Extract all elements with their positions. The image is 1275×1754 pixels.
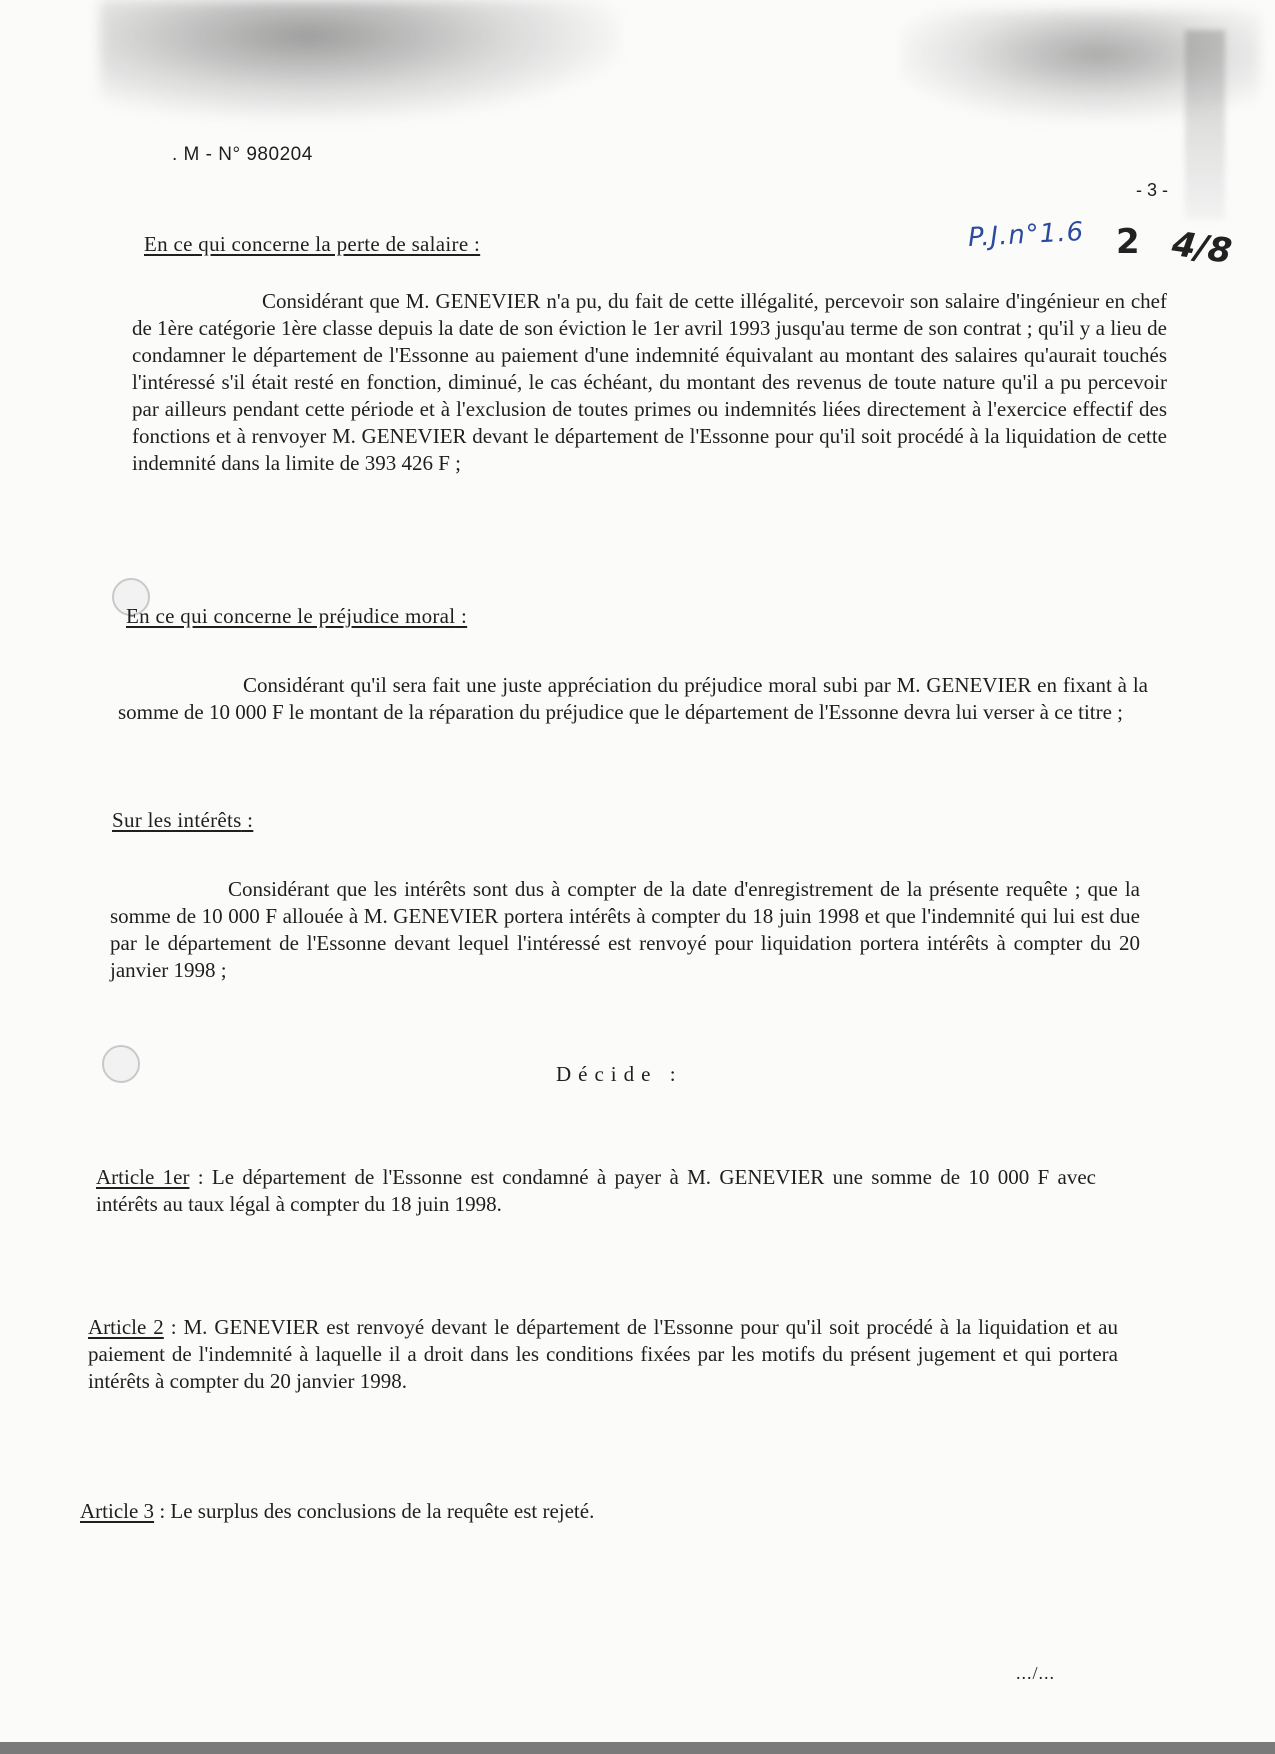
- section-paragraph: Considérant qu'il sera fait une juste appréciation du préjudice moral subi par M. GENEVIER en fixant à la somme de 10 000 F le montant de la réparation du préjudice que le département de l'Essonne devra lui verser à ce titre ;: [118, 673, 1148, 724]
- section-heading-text: En ce qui concerne la perte de salaire: [144, 232, 469, 256]
- decision-title: Décide :: [556, 1062, 683, 1086]
- article-text: : Le département de l'Essonne est condamné à payer à M. GENEVIER une somme de 10 000 F avec intérêts au taux légal à compter du 18 juin 1998.: [96, 1165, 1096, 1216]
- heading-colon: :: [455, 604, 468, 628]
- section-paragraph: Considérant que M. GENEVIER n'a pu, du fait de cette illégalité, percevoir son salaire d'ingénieur en chef de 1ère catégorie 1ère classe depuis la date de son éviction le 1er avril 1993 jusqu'au terme de son contrat ; qu'il y a lieu de condamner le département de l'Essonne au paiement d'une indemnité équivalant au montant des salaires qu'aurait touchés l'intéressé s'il était resté en fonction, diminué, le cas échéant, du montant des revenus de toute nature qu'il a pu percevoir par ailleurs pendant cette période et à l'exclusion de toutes primes ou indemnités liées directement à l'exercice effectif des fonctions et à renvoyer M. GENEVIER devant le département de l'Essonne pour qu'il soit procédé à la liquidation de cette indemnité dans la limite de 393 426 F ;: [132, 289, 1167, 475]
- article-label: Article 2: [88, 1315, 164, 1339]
- article-label: Article 1er: [96, 1165, 190, 1189]
- section-heading-text: Sur les intérêts: [112, 808, 242, 832]
- heading-colon: :: [241, 808, 254, 832]
- heading-colon: :: [468, 232, 481, 256]
- article-2: [88, 1314, 1118, 1395]
- scan-edge-shadow: [1185, 30, 1225, 220]
- continuation-marker: .../...: [1016, 1663, 1056, 1683]
- section-heading-text: En ce qui concerne le préjudice moral: [126, 604, 456, 628]
- page-number: - 3 -: [1136, 180, 1169, 200]
- article-3: [80, 1498, 1110, 1525]
- section-heading: [112, 808, 253, 833]
- article-text: : M. GENEVIER est renvoyé devant le département de l'Essonne pour qu'il soit procédé à la liquidation et au paiement de l'indemnité à laquelle il a droit dans les conditions fixées par les motifs du présent jugement et qui portera intérêts à compter du 20 janvier 1998.: [88, 1315, 1119, 1393]
- document-reference: . M - N° 980204: [172, 144, 313, 165]
- article-1: [96, 1164, 1096, 1218]
- section-heading: [144, 232, 480, 257]
- handwritten-stamp-mark: 2: [1116, 222, 1140, 262]
- handwritten-annotation: P.J.n°1.6: [967, 216, 1085, 254]
- article-text: : Le surplus des conclusions de la requête est rejeté.: [154, 1499, 595, 1523]
- section-heading: [126, 604, 467, 629]
- section-paragraph: Considérant que les intérêts sont dus à compter de la date d'enregistrement de la présente requête ; que la somme de 10 000 F allouée à M. GENEVIER portera intérêts à compter du 18 juin 1998 et que l'indemnité qui lui est due par le département de l'Essonne devant lequel l'intéressé est renvoyé pour liquidation portera intérêts à compter du 20 janvier 1998 ;: [110, 877, 1140, 982]
- scan-bottom-edge: [0, 1742, 1275, 1754]
- handwritten-page-fraction: 4/8: [1169, 224, 1235, 272]
- scan-smudge: [100, 0, 620, 120]
- punch-hole: [102, 1045, 140, 1083]
- article-label: Article 3: [80, 1499, 155, 1523]
